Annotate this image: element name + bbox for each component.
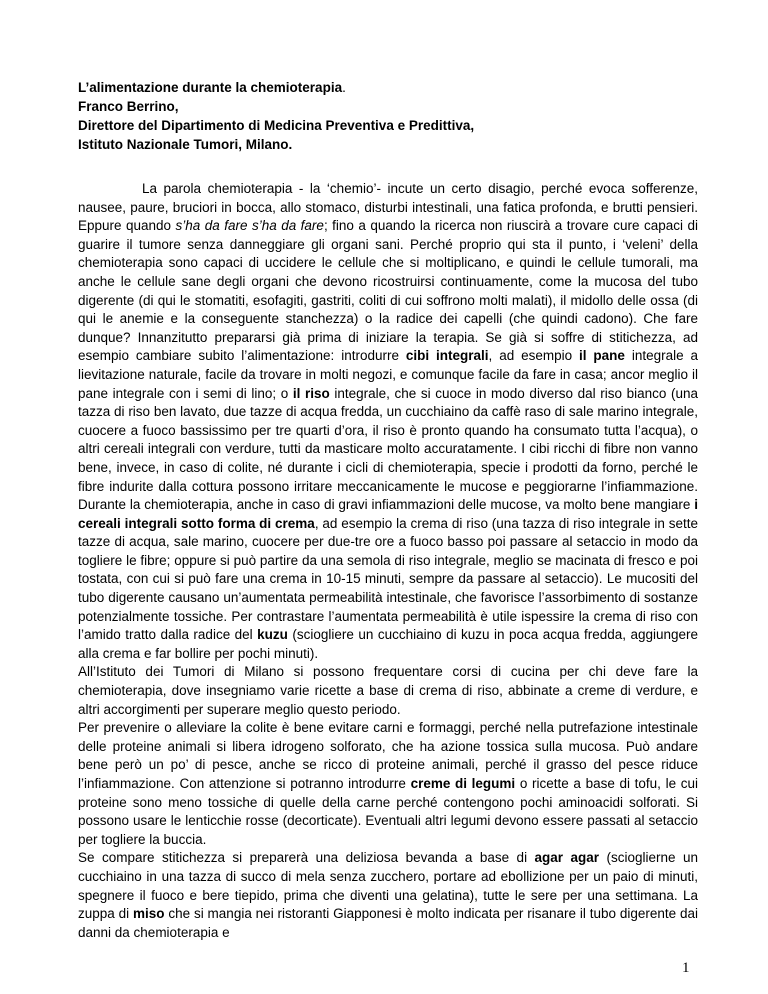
author-institute: Istituto Nazionale Tumori, Milano. [78, 137, 293, 152]
text-run: (sciogliernе un cucchiaino in una tazza di succo di mela senza zucchero, portare ad ebollizione per un paio di minuti, spegnere il fuoco e bere tiepido, prima che diventi una gelatina), tutte le sere per una settimana. La zuppa di [78, 850, 698, 922]
text-run: All’Istituto dei Tumori di Milano si possono frequentare corsi di cucina per chi deve fare la chemioterapia, dove insegniamo varie ricette a base di crema di riso, abbinate a creme di verdure, e altri accorgimenti per superare meglio questo periodo. [78, 664, 698, 717]
bold-term: creme di legumi [410, 776, 516, 791]
text-run: integrale a lievitazione naturale, facile da trovare in molti negozi, e comunque facile da fare in casa; ancor meglio il pane integrale con i semi di lino; o [78, 348, 699, 401]
bold-term: kuzu [257, 627, 288, 643]
bold-term: agar agar [534, 850, 600, 866]
paragraph-colitis [78, 719, 698, 849]
document-title [78, 78, 718, 97]
text-run: Per prevenire o alleviare la colite è bene evitare carni e formaggi, perché nella putrefazione intestinale delle proteine animali si libera idrogeno solforato, che ha azione tossica sulla mucosa. Può andare bene però un po’ di pesce, anche se ricco di proteine animali, perché il grasso del pesce riduce l’infiammazione. Con attenzione si potranno introdurre [78, 720, 698, 791]
paragraph-constipation [78, 849, 698, 942]
author-role: Direttore del Dipartimento di Medicina Preventiva e Predittiva, [78, 118, 475, 133]
text-run: , ad esempio [488, 348, 580, 364]
document-body [78, 180, 698, 942]
text-run: (sciogliere un cucchiaino di kuzu in poca acqua fredda, aggiungere alla crema e far bollire per pochi minuti). [78, 627, 698, 661]
text-run: ; fino a quando la ricerca non riuscirà a trovare cure capaci di guarire il tumore senza danneggiare gli organi sani. Perché proprio qui sta il punto, i ‘veleni’ della chemioterapia sono capaci di uccidere le cellule che si moltiplicano, e quindi le cellule tumorali, ma anche le cellule sane degli organi che devono ricostruirsi continuamente, come la mucosa del tubo digerente (di qui le stomatiti, esofagiti, gastriti, coliti di cui soffrono molti malati), il midollo delle ossa (di qui le anemie e la conseguente stanchezza) o la radice dei capelli (che quindi cadono). Che fare dunque? Innanzitutto prepararsi già prima di iniziare la terapia. Se già si soffre di stitichezza, ad esempio cambiare subito l’alimentazione: introdurre [78, 218, 698, 364]
document-header [78, 78, 718, 154]
title-period: . [342, 80, 346, 95]
text-run: , ad esempio la crema di riso (una tazza di riso integrale in sette tazze di acqua, sale marino, cuocere per due-tre ore a fuoco basso poi passare al setaccio in modo da togliere le fibre; oppure si può partire da una semola di riso integrale, meglio se macinata di fresco e poi tostata, con cui si può fare una crema in 10-15 minuti, sempre da passare al setaccio). Le mucositi del tubo digerente causano un’aumentata permeabilità intestinale, che favorisce l’assorbimento di sostanze potenzialmente tossiche. Per contrastare l’aumentata permeabilità è utile ispessire la crema di riso con l’amido tratto dalla radice del [78, 515, 698, 643]
title-text: L’alimentazione durante la chemioterapia [78, 80, 343, 95]
author-name: Franco Berrino, [78, 99, 179, 114]
paragraph-intro [78, 180, 698, 663]
text-run: o ricette a base di tofu, le cui proteine sono meno tossiche di quelle della carne perché contengono pochi aminoacidi solforati. Si possono usare le lenticchie rosse (decorticate). Eventuali altri legumi devono essere passati al setaccio per togliere la buccia. [78, 776, 698, 847]
bold-term: il riso [292, 385, 330, 401]
bold-term: il pane [579, 348, 625, 364]
text-run: integrale, che si cuoce in modo diverso dal riso bianco (una tazza di riso ben lavato, due tazze di acqua fredda, un cucchiaino da caffè raso di sale marino integrale, cuocere a fuoco bassissimo per tre quarti d’ora, il riso è pronto quando ha consumato tutta l’acqua), o altri cereali integrali con verdure, tutti da masticare molto accuratamente. I cibi ricchi di fibre non vanno bene, invece, in caso di colite, né durante i cicli di chemioterapia, specie i prodotti da forno, perché le fibre indurite dalla cottura possono irritare meccanicamente le mucose e peggiorarne l’infiammazione. Durante la chemioterapia, anche in caso di gravi infiammazioni delle mucose, va molto bene mangiare [78, 385, 699, 513]
paragraph-courses [78, 663, 698, 719]
text-run: Se compare stitichezza si preparerà una deliziosa bevanda a base di [78, 850, 535, 866]
bold-term: miso [132, 906, 165, 922]
italic-phrase: s’ha da fare s’ha da fare [175, 218, 324, 234]
bold-term: cibi integrali [405, 348, 489, 364]
text-run: La parola chemioterapia - la ‘chemio’- incute un certo disagio, perché evoca sofferenze, nausee, paure, bruciori in bocca, allo stomaco, disturbi intestinali, una fatica profonda, e brutti pensieri. Eppure quando [78, 181, 698, 234]
text-run: che si mangia nei ristoranti Giapponesi è molto indicata per risanare il tubo digerente dai danni da chemioterapia e [78, 906, 698, 940]
bold-term: i cereali integrali sotto forma di crema [78, 497, 698, 531]
page-number: 1 [682, 960, 690, 976]
